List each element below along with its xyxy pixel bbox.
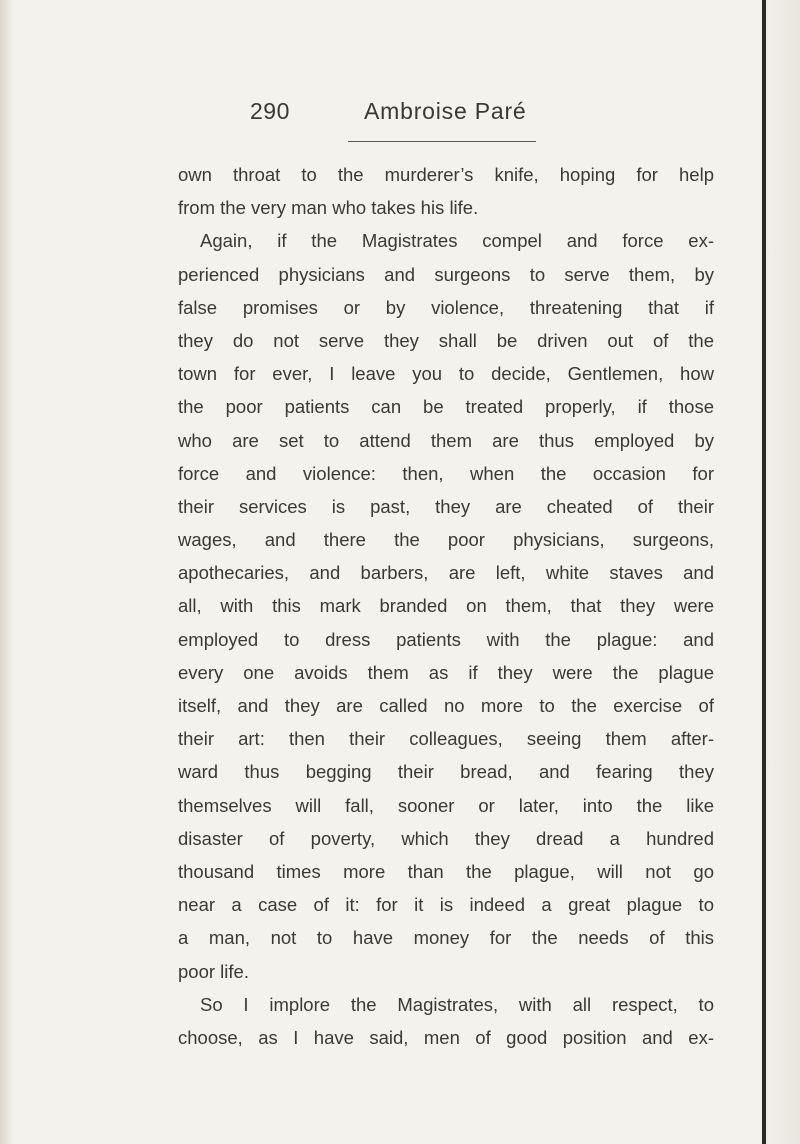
text-line: who are set to attend them are thus employed by (178, 429, 714, 451)
text-line: a man, not to have money for the needs of this (178, 927, 714, 949)
text-line: their services is past, they are cheated of their (178, 495, 714, 517)
text-line: wages, and there the poor physicians, surgeons, (178, 529, 714, 551)
text-line: disaster of poverty, which they dread a hundred (178, 827, 714, 849)
text-line: they do not serve they shall be driven out of the (178, 329, 714, 351)
text-line: themselves will fall, sooner or later, into the like (178, 794, 714, 816)
text-line: choose, as I have said, men of good position and ex- (178, 1026, 714, 1048)
text-line: town for ever, I leave you to decide, Gentlemen, how (178, 363, 714, 385)
text-line: employed to dress patients with the plague: and (178, 628, 714, 650)
text-line: perienced physicians and surgeons to serve them, by (178, 263, 714, 285)
page-binding-shadow (0, 0, 14, 1144)
text-line: force and violence: then, when the occasion for (178, 462, 714, 484)
page-number: 290 (250, 98, 290, 124)
text-line: ward thus begging their bread, and fearing they (178, 761, 714, 783)
page-gutter (766, 0, 800, 1144)
text-line: every one avoids them as if they were the plague (178, 661, 714, 683)
text-line: poor life. (178, 960, 249, 982)
running-title: Ambroise Paré (364, 98, 527, 124)
text-line: from the very man who takes his life. (178, 197, 479, 219)
text-line: the poor patients can be treated properly, if those (178, 396, 714, 418)
text-line: So I implore the Magistrates, with all respect, to (200, 993, 714, 1015)
text-line: apothecaries, and barbers, are left, white staves and (178, 562, 714, 584)
text-line: all, with this mark branded on them, that they were (178, 595, 714, 617)
text-line: itself, and they are called no more to the exercise of (178, 695, 714, 716)
text-line: near a case of it: for it is indeed a great plague to (178, 894, 714, 916)
text-line: thousand times more than the plague, will not go (178, 860, 714, 882)
text-line: their art: then their colleagues, seeing them after- (178, 728, 714, 750)
running-header (0, 98, 762, 138)
text-line: Again, if the Magistrates compel and force ex- (200, 230, 714, 252)
text-line: own throat to the murderer’s knife, hoping for help (178, 164, 714, 185)
text-line: false promises or by violence, threatening that if (178, 296, 714, 318)
header-rule (348, 141, 536, 142)
body-text (178, 158, 714, 1054)
